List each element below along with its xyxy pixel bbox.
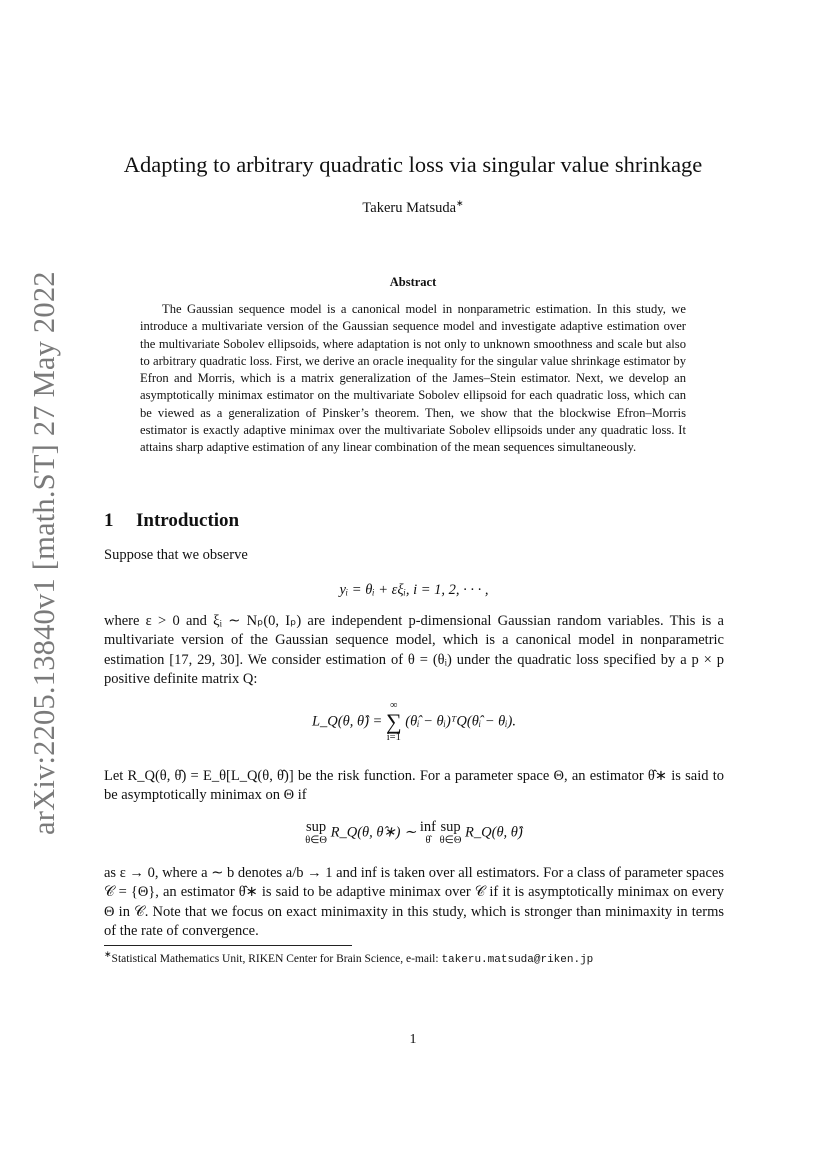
equation-loss-lhs: L_Q(θ, θ̂) = <box>311 713 383 730</box>
minimax-term-2: R_Q(θ, θ̂) <box>465 824 523 841</box>
sup-label: sup <box>306 819 327 835</box>
inf-operator <box>420 820 436 847</box>
equation-loss <box>104 700 724 744</box>
summation-symbol <box>386 700 402 744</box>
sup-subscript-2: θ∈Θ <box>439 834 462 846</box>
equation-observation-text: yᵢ = θᵢ + εξᵢ, i = 1, 2, · · · , <box>339 582 489 598</box>
minimax-term-1: R_Q(θ, θ̂∗) ∼ <box>330 824 417 841</box>
footnote-text: Statistical Mathematics Unit, RIKEN Center for Brain Science, e-mail: <box>111 953 442 965</box>
equation-observation <box>104 582 724 599</box>
inf-label: inf <box>419 819 437 835</box>
footnote <box>104 949 724 967</box>
equation-minimax <box>104 820 724 847</box>
section-title: Introduction <box>136 510 240 531</box>
paragraph-1: Suppose that we observe <box>104 547 248 563</box>
section-number: 1 <box>104 510 114 531</box>
sup-operator-2 <box>440 820 462 847</box>
paragraph-4: as ε → 0, where a ∼ b denotes a/b → 1 and inf is taken over all estimators. For a class of parameter spaces 𝒞 = {Θ}, an estimator θ̂∗ is said to be adaptive minimax over 𝒞 if it is asymptotically minimax on every Θ in 𝒞. Note that we focus on exact minimaxity in this study, which is stronger than minimaxity in terms of the rate of convergence. <box>104 865 724 940</box>
arxiv-side-stamp: arXiv:2205.13840v1 [math.ST] 27 May 2022 <box>27 271 61 835</box>
abstract-heading: Abstract <box>389 275 437 289</box>
page-number: 1 <box>409 1032 417 1047</box>
sup-operator <box>305 820 327 847</box>
footnote-divider <box>104 945 352 946</box>
author-footnote-mark: ∗ <box>456 198 464 209</box>
footnote-mark: ∗ <box>104 949 112 960</box>
equation-loss-rhs: (θ̂ᵢ − θᵢ)ᵀQ(θ̂ᵢ − θᵢ). <box>405 713 517 730</box>
paragraph-2: where ε > 0 and ξᵢ ∼ Nₚ(0, Iₚ) are independent p-dimensional Gaussian random variables. This is a multivariate version of the Gaussian sequence model, which is a canonical model in nonparametric estimation [17, 29, 30]. We consider estimation of θ = (θᵢ) under the quadratic loss specified by a p × p positive definite matrix Q: <box>104 613 724 688</box>
footnote-email: takeru.matsuda@riken.jp <box>441 954 594 966</box>
sum-lower-limit: i=1 <box>386 732 401 743</box>
sup-subscript: θ∈Θ <box>305 834 327 846</box>
sum-sign: ∑ <box>385 709 402 734</box>
paragraph-3: Let R_Q(θ, θ̂) = E_θ[L_Q(θ, θ̂)] be the risk function. For a parameter space Θ, an estimator θ̂∗ is said to be asymptotically minimax on Θ if <box>104 768 724 804</box>
author-name: Takeru Matsuda <box>362 200 457 216</box>
inf-subscript: θ̂ <box>425 834 431 846</box>
paper-title: Adapting to arbitrary quadratic loss via singular value shrinkage <box>123 152 703 177</box>
sup-label-2: sup <box>440 819 461 835</box>
author-line <box>0 198 826 218</box>
sum-upper-limit: ∞ <box>390 700 398 711</box>
section-heading <box>104 508 239 534</box>
abstract-text: The Gaussian sequence model is a canonical model in nonparametric estimation. In this study, we introduce a multivariate version of the Gaussian sequence model and investigate adaptive estimation over the multivariate Sobolev ellipsoids, where adaptation is not only to unknown smoothness and scale but also to arbitrary quadratic loss. First, we derive an oracle inequality for the singular value shrinkage estimator by Efron and Morris, which is a matrix generalization of the James–Stein estimator. Next, we develop an asymptotically minimax estimator on the multivariate Sobolev ellipsoid for each quadratic loss, which can be viewed as a generalization of Pinsker’s theorem. Then, we show that the blockwise Efron–Morris estimator is exactly adaptive minimax over the multivariate Sobolev ellipsoids under any quadratic loss. It attains sharp adaptive estimation of any linear combination of the mean sequences simultaneously. <box>140 302 686 455</box>
